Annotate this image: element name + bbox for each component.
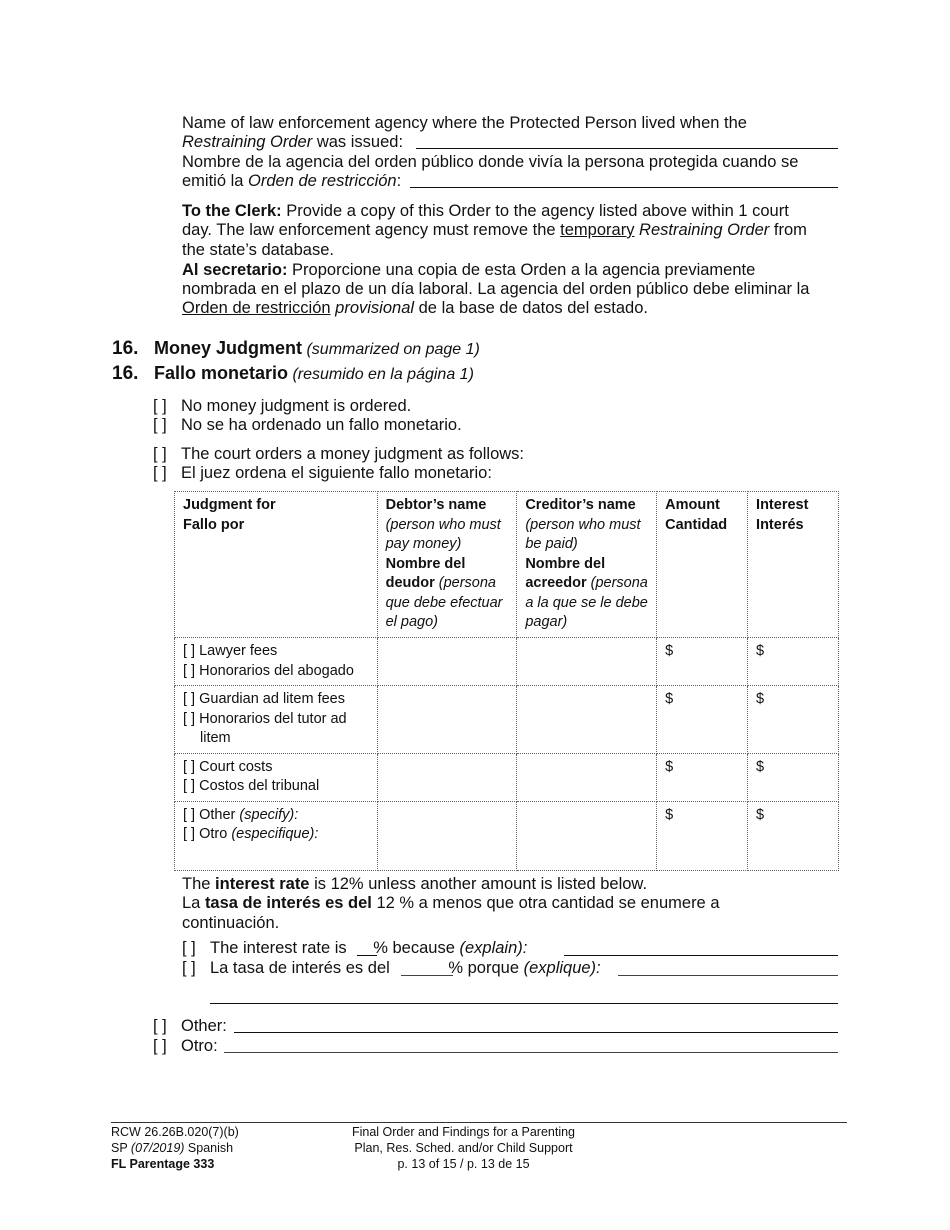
footer-page-number: p. 13 of 15 / p. 13 de 15 [397,1157,530,1171]
creditor-cell[interactable] [517,638,657,686]
checkbox[interactable]: [ ] [153,397,167,415]
no-judgment-option-en[interactable]: [ ] No money judgment is ordered. [153,397,412,415]
table-row [175,753,839,801]
rate-field-es[interactable] [401,975,453,976]
other-option-en[interactable]: [ ] Other: [153,1017,227,1035]
header-debtor: Debtor’s name (person who must pay money) Nombre del deudor (persona que debe efectuar el pago) [377,492,517,638]
table-row [175,801,839,870]
other-field-es[interactable] [224,1052,838,1053]
interest-cell[interactable]: $ [748,638,839,686]
section-16-heading-en: 16. Money Judgment (summarized on page 1) [112,338,480,359]
footer-form-number: FL Parentage 333 [111,1157,215,1171]
header-interest: Interest Interés [748,492,839,638]
header-judgment-for: Judgment for Fallo por [175,492,378,638]
clerk-en-line2: day. The law enforcement agency must remove the temporary Restraining Order from [182,221,807,239]
amount-cell[interactable]: $ [657,753,748,801]
judgment-option-en[interactable]: [ ] The court orders a money judgment as follows: [153,445,524,463]
footer-sp: SP (07/2019) Spanish [111,1141,234,1155]
footer-rule [111,1122,847,1123]
table-header-row [175,492,839,638]
interest-rate-option-es: [ ] La tasa de interés es del % porque (explique): [182,959,601,977]
clerk-es-line3: Orden de restricción provisional de la base de datos del estado. [182,299,648,317]
row-lawyer-fees[interactable]: [ ] Lawyer fees [ ] Honorarios del abogado [175,638,378,686]
creditor-cell[interactable] [517,753,657,801]
money-judgment-table [174,491,839,871]
amount-cell[interactable]: $ [657,801,748,870]
rate-field-en[interactable] [357,955,377,956]
checkbox[interactable]: [ ] [153,1017,167,1035]
interest-rate-option-en[interactable]: [ ] The interest rate is % because (explain): [182,939,528,957]
explain-field-es[interactable] [618,975,838,976]
footer-rcw: RCW 26.26B.020(7)(b) [111,1125,239,1139]
explain-continuation-field[interactable] [210,1003,838,1004]
creditor-cell[interactable] [517,801,657,870]
checkbox[interactable]: [ ] [182,939,196,957]
no-judgment-option-es: [ ] No se ha ordenado un fallo monetario. [153,416,462,434]
interest-rate-es: La tasa de interés es del 12 % a menos que otra cantidad se enumere a [182,894,720,912]
clerk-en-line3: the state’s database. [182,241,334,259]
interest-rate-en: The interest rate is 12% unless another amount is listed below. [182,875,648,893]
debtor-cell[interactable] [377,753,517,801]
other-option-es: [ ] Otro: [153,1037,218,1055]
agency-label-es-line2: emitió la Orden de restricción: [182,172,402,190]
footer-title-line1: Final Order and Findings for a Parenting [351,1125,576,1139]
agency-label-en-line1: Name of law enforcement agency where the Protected Person lived when the [182,114,747,132]
clerk-es-line1: Al secretario: Proporcione una copia de esta Orden a la agencia previamente [182,261,756,279]
agency-name-field-es[interactable] [410,187,838,188]
row-guardian-fees[interactable]: [ ] Guardian ad litem fees [ ] Honorarios del tutor ad litem [175,686,378,754]
header-amount: Amount Cantidad [657,492,748,638]
debtor-cell[interactable] [377,686,517,754]
other-field-en[interactable] [234,1032,838,1033]
debtor-cell[interactable] [377,801,517,870]
agency-label-en-line2: Restraining Order was issued: [182,133,404,151]
amount-cell[interactable]: $ [657,686,748,754]
debtor-cell[interactable] [377,638,517,686]
creditor-cell[interactable] [517,686,657,754]
table-row [175,686,839,754]
section-16-heading-es: 16. Fallo monetario (resumido en la página 1) [112,363,474,384]
row-court-costs[interactable]: [ ] Court costs [ ] Costos del tribunal [175,753,378,801]
clerk-en-line1: To the Clerk: Provide a copy of this Order to the agency listed above within 1 court [182,202,789,220]
checkbox[interactable]: [ ] [153,445,167,463]
table-row [175,638,839,686]
interest-cell[interactable]: $ [748,753,839,801]
explain-field-en[interactable] [564,955,838,956]
judgment-option-es: [ ] El juez ordena el siguiente fallo monetario: [153,464,492,482]
interest-cell[interactable]: $ [748,686,839,754]
agency-name-field[interactable] [416,148,838,149]
amount-cell[interactable]: $ [657,638,748,686]
row-other[interactable]: [ ] Other (specify): [ ] Otro (especifique): [175,801,378,870]
clerk-es-line2: nombrada en el plazo de un día laboral. La agencia del orden público debe eliminar la [182,280,810,298]
footer-title-line2: Plan, Res. Sched. and/or Child Support [354,1141,573,1155]
agency-label-es-line1: Nombre de la agencia del orden público donde vivía la persona protegida cuando se [182,153,799,171]
interest-cell[interactable]: $ [748,801,839,870]
header-creditor: Creditor’s name (person who must be paid) Nombre del acreedor (persona a la que se le debe pagar) [517,492,657,638]
interest-rate-es-line2: continuación. [182,914,280,932]
